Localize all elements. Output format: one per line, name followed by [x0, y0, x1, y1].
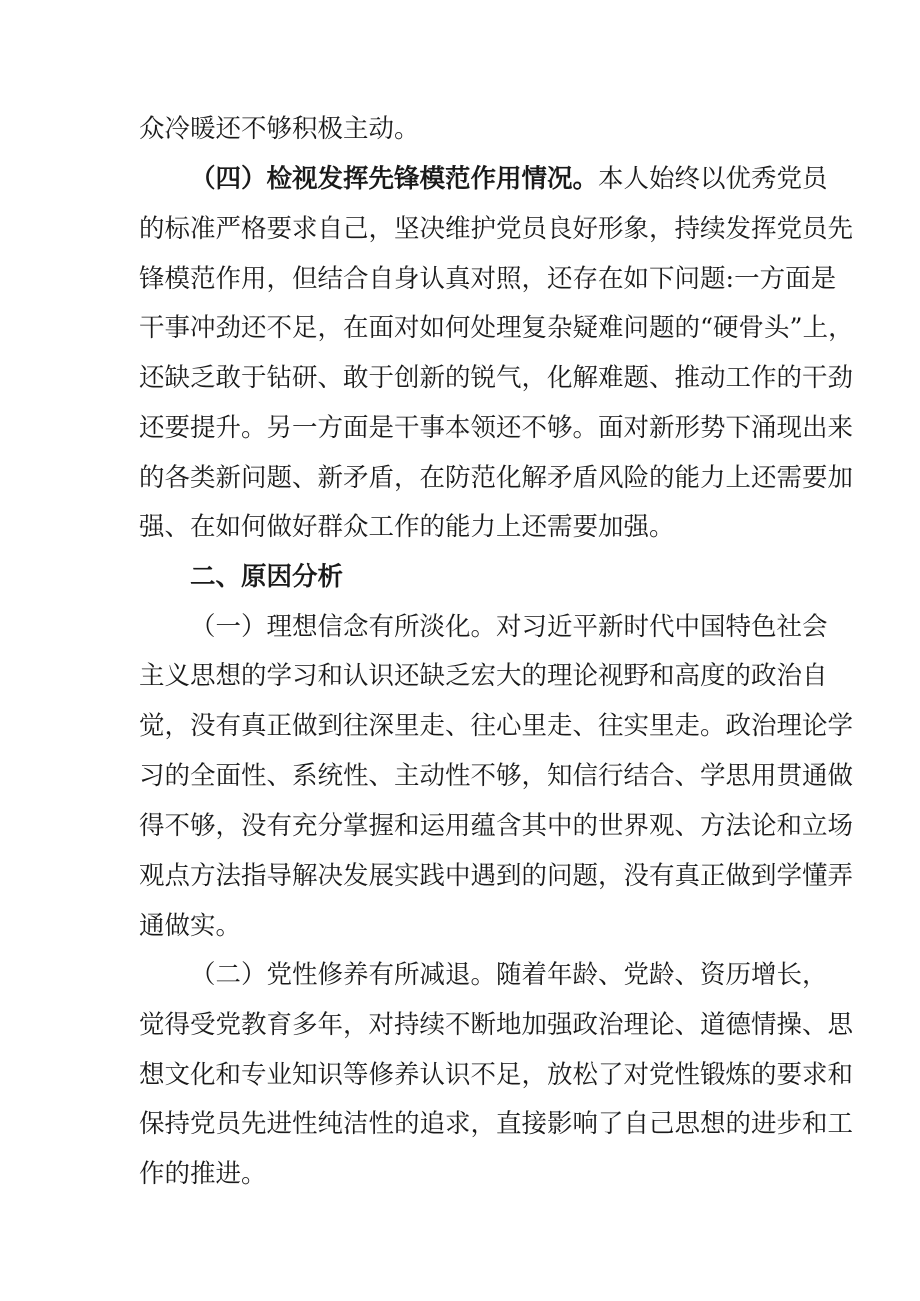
- paragraph-line: 强、在如何做好群众工作的能力上还需要加强。: [139, 512, 675, 542]
- paragraph-line: （二）党性修养有所减退。随着年龄、党龄、资历增长，: [190, 960, 828, 990]
- paragraph-line: 的标准严格要求自己，坚决维护党员良好形象，持续发挥党员先: [139, 214, 854, 244]
- paragraph-line: 干事冲劲还不足，在面对如何处理复杂疑难问题的“硬骨头”上，: [139, 313, 854, 343]
- paragraph-line: 得不够，没有充分掌握和运用蕴含其中的世界观、方法论和立场: [139, 811, 854, 841]
- paragraph-line: 习的全面性、系统性、主动性不够，知信行结合、学思用贯通做: [139, 761, 854, 791]
- paragraph-line: 还要提升。另一方面是干事本领还不够。面对新形势下涌现出来: [139, 413, 854, 443]
- paragraph-line: 通做实。: [139, 911, 242, 941]
- paragraph-line: 锋模范作用，但结合自身认真对照，还存在如下问题:一方面是: [139, 264, 837, 294]
- paragraph-line: 保持党员先进性纯洁性的追求，直接影响了自己思想的进步和工: [139, 1109, 854, 1139]
- section-four-first-line: [190, 155, 828, 203]
- paragraph-line: 的各类新问题、新矛盾，在防范化解矛盾风险的能力上还需要加: [139, 463, 854, 493]
- section-four-text: 本人始终以优秀党员: [598, 164, 828, 194]
- paragraph-line: 观点方法指导解决发展实践中遇到的问题，没有真正做到学懂弄: [139, 861, 854, 891]
- section-four-title: （四）检视发挥先锋模范作用情况。: [190, 164, 599, 194]
- paragraph-line: （一）理想信念有所淡化。对习近平新时代中国特色社会: [190, 612, 828, 642]
- paragraph-line: 觉，没有真正做到往深里走、往心里走、往实里走。政治理论学: [139, 711, 854, 741]
- section-heading: 二、原因分析: [190, 562, 344, 592]
- paragraph-line: 作的推进。: [139, 1159, 267, 1189]
- paragraph-line: 想文化和专业知识等修养认识不足，放松了对党性锻炼的要求和: [139, 1060, 854, 1090]
- paragraph-line: 众冷暖还不够积极主动。: [139, 114, 420, 144]
- paragraph-line: 觉得受党教育多年，对持续不断地加强政治理论、道德情操、思: [139, 1010, 854, 1040]
- paragraph-line: 还缺乏敢于钻研、敢于创新的锐气，化解难题、推动工作的干劲: [139, 363, 854, 393]
- paragraph-line: 主义思想的学习和认识还缺乏宏大的理论视野和高度的政治自: [139, 661, 828, 691]
